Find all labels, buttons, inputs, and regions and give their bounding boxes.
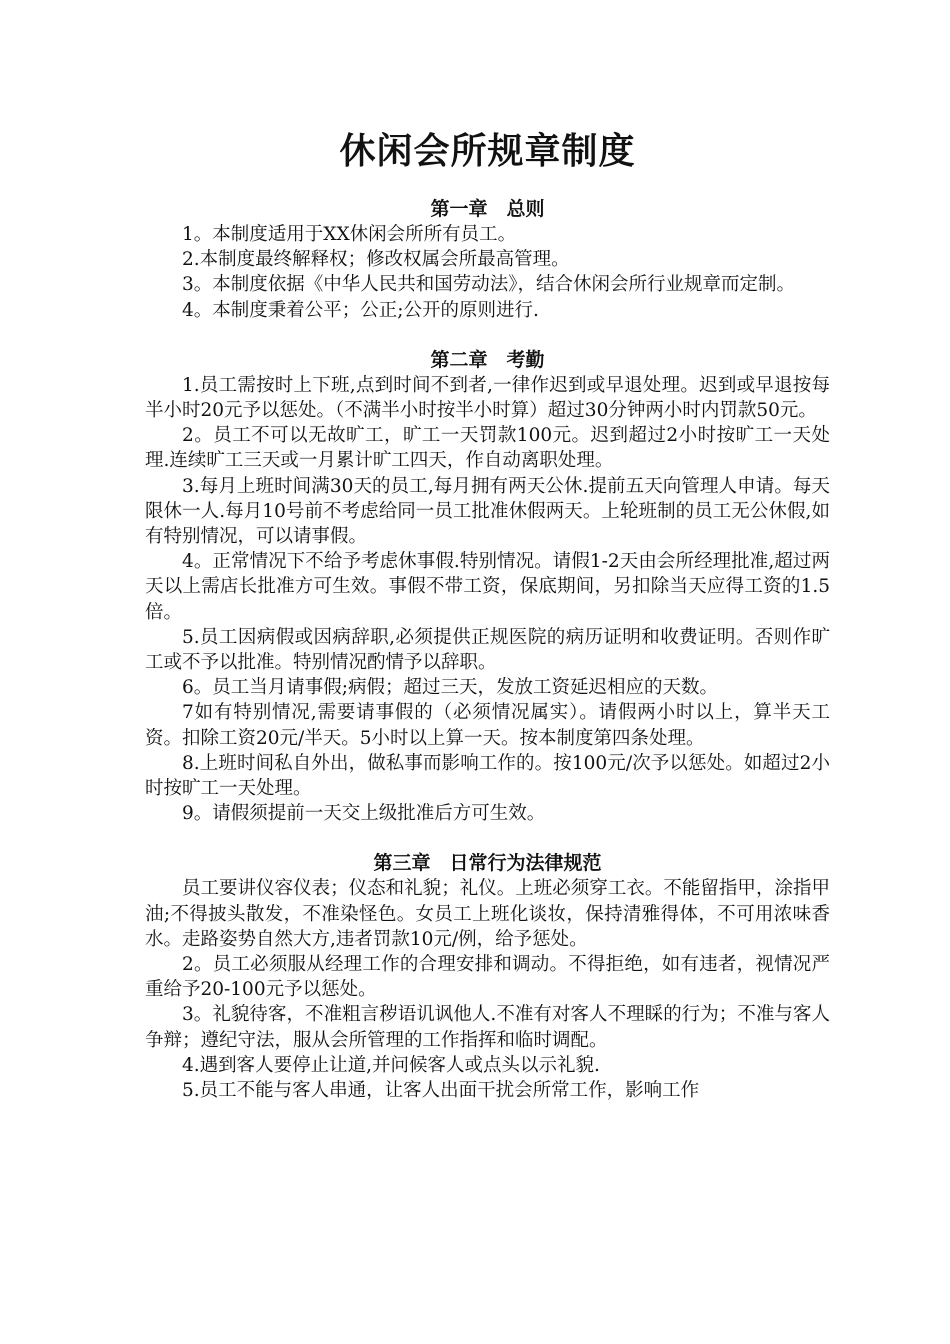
chapter-attendance bbox=[145, 348, 830, 827]
paragraph: 2。员工必须服从经理工作的合理安排和调动。不得拒绝，如有违者，视情况严重给予20-100元予以惩处。 bbox=[145, 954, 830, 1001]
section-spacer bbox=[145, 323, 830, 348]
paragraph: 4。本制度秉着公平；公正;公开的原则进行. bbox=[182, 299, 539, 321]
paragraph: 1。本制度适用于XX休闲会所所有员工。 bbox=[182, 224, 517, 245]
section-spacer bbox=[145, 826, 830, 851]
paragraph: 2。员工不可以无故旷工，旷工一天罚款100元。迟到超过2小时按旷工一天处理.连续旷工三天或一月累计旷工四天，作自动离职处理。 bbox=[145, 425, 830, 472]
paragraph: 2.本制度最终解释权；修改权属会所最高管理。 bbox=[182, 249, 570, 271]
paragraph: 5.员工因病假或因病辞职,必须提供正规医院的病历证明和收费证明。否则作旷工或不予以批准。特别情况酌情予以辞职。 bbox=[145, 626, 830, 674]
paragraph: 4.遇到客人要停止让道,并问候客人或点头以示礼貌. bbox=[182, 1054, 600, 1076]
paragraph: 5.员工不能与客人串通，让客人出面干扰会所常工作，影响工作 bbox=[182, 1080, 700, 1102]
chapter-heading: 第三章 日常行为法律规范 bbox=[373, 852, 602, 875]
chapter-general bbox=[145, 197, 830, 323]
paragraph: 员工要讲仪容仪表；仪态和礼貌；礼仪。上班必须穿工衣。不能留指甲，涂指甲油;不得披头散发，不准染怪色。女员工上班化谈妆，保持清雅得体，不可用浓味香水。走路姿势自然大方,违者罚款10元/例，给予惩处。 bbox=[145, 878, 830, 950]
chapter-conduct bbox=[145, 851, 830, 1103]
paragraph: 7如有特别情况,需要请事假的（必须情况属实）。请假两小时以上，算半天工资。扣除工资20元/半天。5小时以上算一天。按本制度第四条处理。 bbox=[145, 702, 830, 749]
paragraph: 8.上班时间私自外出，做私事而影响工作的。按100元/次予以惩处。如超过2小时按旷工一天处理。 bbox=[145, 752, 830, 800]
chapter-heading: 第二章 考勤 bbox=[430, 348, 545, 371]
paragraph: 3。礼貌待客，不准粗言秽语讥讽他人.不准有对客人不理睬的行为；不准与客人争辩；遵纪守法，服从会所管理的工作指挥和临时调配。 bbox=[145, 1004, 830, 1051]
paragraph: 9。请假须提前一天交上级批准后方可生效。 bbox=[182, 803, 546, 825]
paragraph: 3。本制度依据《中华人民共和国劳动法》，结合休闲会所行业规章而定制。 bbox=[182, 274, 796, 296]
document-page bbox=[145, 125, 830, 1103]
chapter-heading: 第一章 总则 bbox=[430, 198, 545, 220]
document-title: 休闲会所规章制度 bbox=[339, 130, 636, 172]
paragraph: 1.员工需按时上下班,点到时间不到者,一律作迟到或早退处理。迟到或早退按每半小时20元予以惩处。（不满半小时按半小时算）超过30分钟两小时内罚款50元。 bbox=[145, 374, 830, 422]
paragraph: 3.每月上班时间满30天的员工,每月拥有两天公休.提前五天向管理人申请。每天限休一人.每月10号前不考虑给同一员工批准休假两天。上轮班制的员工无公休假,如有特别情况，可以请事假。 bbox=[145, 475, 830, 548]
paragraph: 4。正常情况下不给予考虑休事假.特别情况。请假1-2天由会所经理批准,超过两天以上需店长批准方可生效。事假不带工资，保底期间，另扣除当天应得工资的1.5倍。 bbox=[145, 551, 830, 623]
paragraph: 6。员工当月请事假;病假；超过三天，发放工资延迟相应的天数。 bbox=[182, 677, 719, 699]
